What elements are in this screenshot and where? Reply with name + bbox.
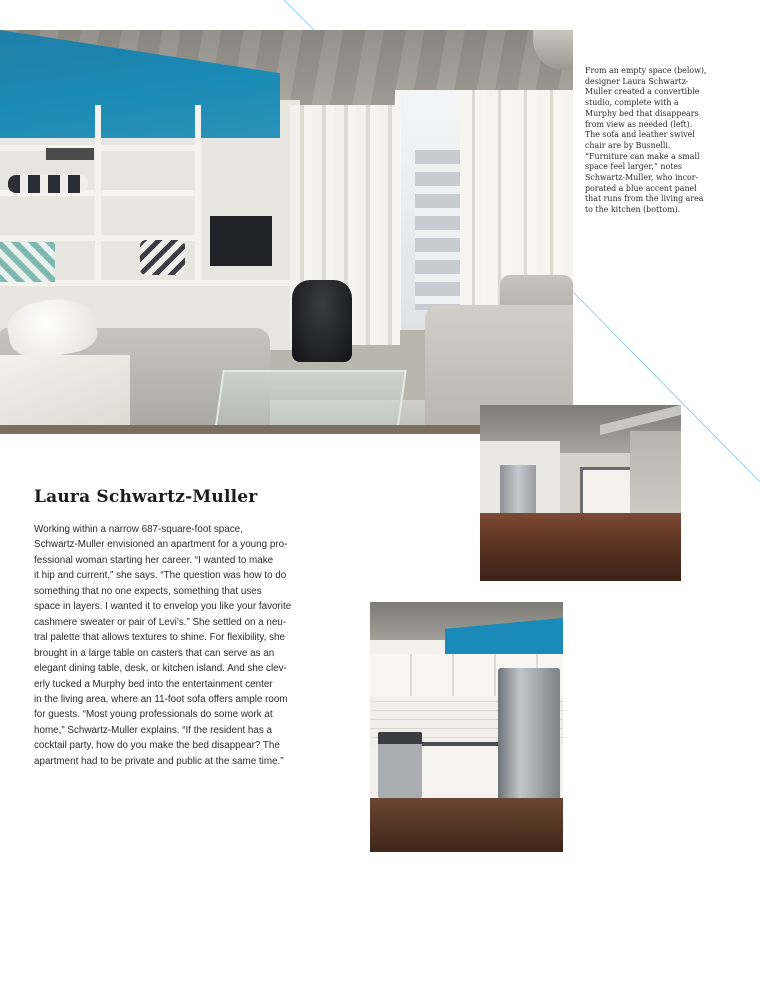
patterned-box: [0, 242, 55, 282]
television: [210, 216, 272, 266]
patterned-pillow: [140, 240, 185, 275]
empty-corridor-photo: [480, 405, 681, 581]
photo-caption: From an empty space (below), designer Laura Schwartz- Muller created a convertible studio, complete with a Murphy bed that disappears from view as needed (left). The sofa and leather swivel chair are by Busnelli. “Furniture can make a small space feel larger,” notes Schwartz-Muller, who incor- porated a blue accent panel that runs from the living area to the kitchen (bottom).: [585, 66, 707, 215]
bed-throw: [0, 355, 130, 434]
leather-swivel-chair: [292, 280, 352, 362]
top-diagonal-line: [284, 0, 316, 32]
living-room-photo: [0, 30, 573, 434]
back-window: [580, 467, 636, 517]
book-stack: [46, 148, 94, 160]
hardwood-floor: [370, 798, 563, 852]
stove: [378, 732, 422, 798]
kitchen-photo: [370, 602, 563, 852]
article-headline: Laura Schwartz-Muller: [34, 487, 258, 507]
article-body: Working within a narrow 687-square-foot space, Schwartz-Muller envisioned an apartment for a young pro- fessional woman starting her career. “I wanted to make it hip and current,” she says. “The question was how to do something that no one expects, something that uses space in layers. I wanted it to envelop you like your favorite cashmere sweater or pair of Levi’s.” She settled on a neu- tral palette that allows textures to shine. For flexibility, she brought in a large table on casters that can serve as an elegant dining table, desk, or kitchen island. And she clev- erly tucked a Murphy bed into the entertainment center in the living area, where an 11-foot sofa offers ample room for guests. “Most young professionals do some work at home,” Schwartz-Muller explains. “If the resident has a cocktail party, how do you make the bed disappear? The apartment had to be private and public at the same time.”: [34, 524, 292, 767]
hardwood-floor: [480, 513, 681, 581]
lower-cabinets: [422, 742, 502, 802]
decor-object: [8, 175, 88, 193]
